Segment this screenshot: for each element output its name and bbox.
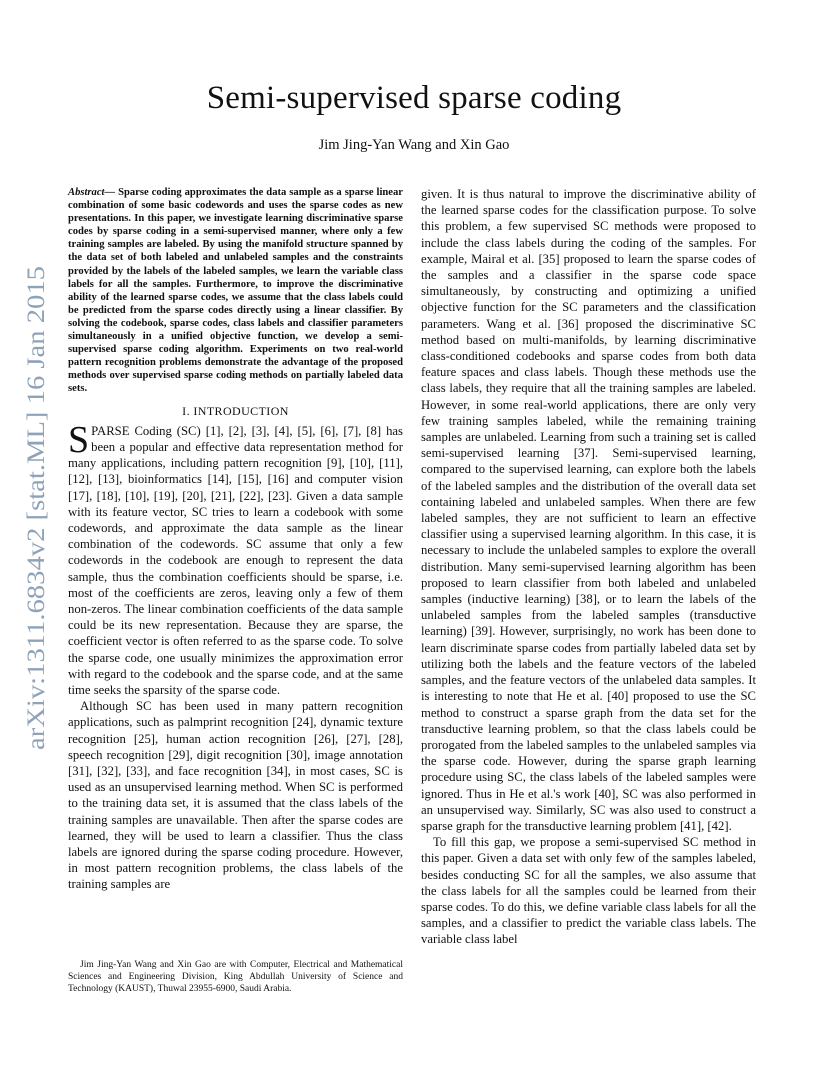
abstract-text: Sparse coding approximates the data sample as a sparse linear combination of some basic codewords and uses the sparse codes as new presentations. In this paper, we investigate learning discriminative sparse codes by sparse coding in a semi-supervised manner, where only a few training samples are labeled. By using the manifold structure spanned by the data set of both labeled and unlabeled samples and the constraints provided by the labels of the labeled samples, we learn the variable class labels for all the samples. Furthermore, to improve the discriminative ability of the learned sparse codes, we assume that the class labels could be predicted from the sparse codes directly using a linear classifier. By solving the codebook, sparse codes, class labels and classifier parameters simultaneously in a unified objective function, we develop a semi-supervised sparse coding algorithm. Experiments on two real-world pattern recognition problems demonstrate the advantage of the proposed methods over supervised sparse coding methods on partially labeled data sets. bbox=[68, 187, 403, 395]
arxiv-stamp-text: arXiv:1311.6834v2 [stat.ML] 16 Jan 2015 bbox=[23, 327, 50, 750]
drop-cap: S bbox=[68, 418, 90, 461]
author-footnote: Jim Jing-Yan Wang and Xin Gao are with Computer, Electrical and Mathematical Sciences and Engineering Division, King Abdullah University of Science and Technology (KAUST), Thuwal 23955-6900, Saudi Arabia. bbox=[68, 960, 403, 994]
right-paragraph-1: given. It is thus natural to improve the discriminative ability of the learned sparse codes for the classification purpose. To solve this problem, a few supervised SC methods were proposed to include the class labels during the coding of the samples. For example, Mairal et al. [35] proposed to learn the sparse codes of the samples and a classifier in the sparse code space simultaneously, by constructing and optimizing a unified objective function for the SC parameters and the classification parameters. Wang et al. [36] proposed the discriminative SC method based on multi-manifolds, by learning discriminative class-conditioned codebooks and sparse codes from both data feature spaces and class labels. Though these methods use the class labels, they require that all the training samples are labeled. However, in some real-world applications, there are only very few training samples labeled, while the remaining training samples are unlabeled. Learning from such a training set is called semi-supervised learning [37]. Semi-supervised learning, compared to the supervised learning, can explore both the labels of the labeled samples and the distribution of the overall data set containing labeled and unlabeled samples. When there are few labeled samples, they are not sufficient to learn an effective classifier using a supervised learning algorithm. In this case, it is necessary to include the unlabeled samples to explore the overall distribution. Many semi-supervised learning algorithm has been proposed to learn classifier from both labeled and unlabeled samples (inductive learning) [38], or to learn the labels of the unlabeled samples from the labeled samples (transductive learning) [39]. However, surprisingly, no work has been done to learn discriminate sparse codes from partially labeled data set by utilizing both the labels and the feature vectors of the labeled samples, and the feature vectors of the unlabeled data samples. It is interesting to note that He et al. [40] proposed to use the SC method to construct a sparse graph from the data set for the transductive learning problem, so that the class labels could be prorogated from the labeled samples to the unlabeled samples via the sparse code. However, during the sparse graph learning procedure using SC, the class labels of the labeled samples were ignored. Thus in He et al.'s work [40], SC was also performed in an unsupervised way. Similarly, SC was also used to construct a sparse graph for the transductive learning problem [41], [42]. bbox=[421, 187, 756, 833]
right-paragraph-2: To fill this gap, we propose a semi-supervised SC method in this paper. Given a data set with only few of the samples labeled, besides conducting SC for all the samples, we also assume that the class labels for all the samples could be learned from their sparse codes. To do this, we define variable class labels for all the samples, and a classifier to predict the variable class labels. The variable class label bbox=[421, 835, 756, 947]
intro-paragraph-1-text: PARSE Coding (SC) [1], [2], [3], [4], [5], [6], [7], [8] has been a popular and effective data representation method for many applications, including pattern recognition [9], [10], [11], [12], [13], bioinformatics [14], [15], [16] and computer vision [17], [18], [10], [19], [20], [21], [22], [23]. Given a data sample with its feature vector, SC tries to learn a codebook with some codewords, and approximate the data sample as the linear combination of the codewords. SC assume that only a few codewords in the codebook are enough to represent the data sample, thus the combination coefficients should be sparse, i.e. most of the coefficients are zeros, leaving only a few of them non-zeros. The linear combination coefficients of the data sample could be its new representation. Because they are sparse, the coefficient vector is often referred to as the sparse code. To solve the sparse code, one usually minimizes the approximation error with regard to the codebook and the sparse code, and at the same time seeks the sparsity of the sparse code. bbox=[68, 423, 403, 697]
paper-title: Semi-supervised sparse coding bbox=[206, 80, 622, 116]
left-column bbox=[68, 186, 403, 893]
paper-authors: Jim Jing-Yan Wang and Xin Gao bbox=[318, 137, 510, 153]
intro-paragraph-2: Although SC has been used in many pattern recognition applications, such as palmprint recognition [24], dynamic texture recognition [25], human action recognition [26], [27], [28], speech recognition [29], digit recognition [30], image annotation [31], [32], [33], and face recognition [34], in most cases, SC is used as an unsupervised learning method. When SC is performed to the training data set, it is assumed that the class labels of the training samples are unavailable. Then after the sparse codes are learned, they will be used to learn a classifier. Thus the class labels are ignored during the sparse coding procedure. However, in most pattern recognition problems, the class labels of the training samples are bbox=[68, 699, 403, 892]
right-column bbox=[421, 186, 756, 948]
abstract-lead: Abstract— bbox=[68, 187, 116, 198]
section-heading: I. INTRODUCTION bbox=[182, 403, 289, 418]
arxiv-stamp bbox=[8, 262, 56, 752]
abstract bbox=[68, 186, 403, 396]
intro-paragraph-1 bbox=[68, 418, 403, 698]
